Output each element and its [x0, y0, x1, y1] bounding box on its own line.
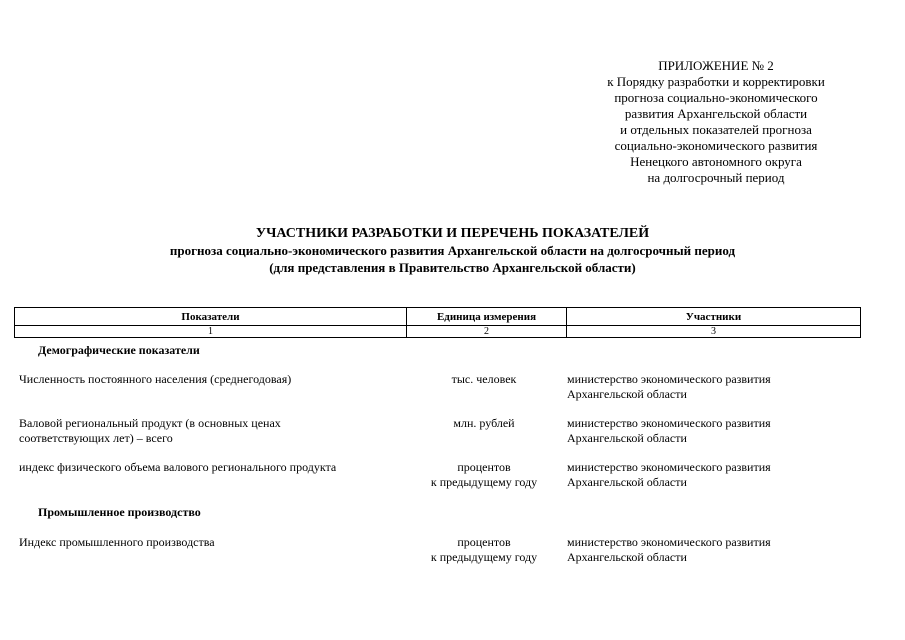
- section-title-industry: Промышленное производство: [38, 505, 201, 519]
- unit-cell: [404, 535, 564, 565]
- indicator-text: Валовой региональный продукт (в основных ценах: [19, 416, 281, 430]
- unit-text: к предыдущему году: [430, 550, 538, 564]
- unit-text: тыс. человек: [451, 372, 517, 386]
- header-unit: Единица измерения: [407, 308, 567, 326]
- participants-cell: [567, 535, 877, 565]
- appendix-line: Ненецкого автономного округа: [630, 154, 802, 169]
- participants-text: Архангельской области: [567, 475, 687, 489]
- indicator-text: Индекс промышленного производства: [19, 535, 215, 549]
- unit-text: процентов: [457, 460, 511, 474]
- unit-cell: [404, 372, 564, 387]
- indicator-cell: [19, 535, 414, 550]
- column-number: 3: [567, 326, 861, 338]
- participants-text: Архангельской области: [567, 431, 687, 445]
- indicator-text: индекс физического объема валового регионального продукта: [19, 460, 337, 474]
- unit-text: млн. рублей: [453, 416, 515, 430]
- title-subtitle: прогноза социально-экономического развития Архангельской области на долгосрочный период: [169, 243, 736, 258]
- indicator-text: Численность постоянного населения (среднегодовая): [19, 372, 292, 386]
- indicators-table-header: [14, 307, 861, 338]
- unit-text: к предыдущему году: [430, 475, 538, 489]
- appendix-line: к Порядку разработки и корректировки: [607, 74, 825, 89]
- column-number: 2: [407, 326, 567, 338]
- indicator-text: соответствующих лет) – всего: [19, 431, 173, 445]
- indicator-cell: [19, 372, 414, 387]
- unit-text: процентов: [457, 535, 511, 549]
- participants-text: министерство экономического развития: [567, 460, 771, 474]
- appendix-line: прогноза социально-экономического: [614, 90, 818, 105]
- header-row: [15, 308, 861, 326]
- participants-text: министерство экономического развития: [567, 535, 771, 549]
- indicator-cell: [19, 416, 414, 446]
- unit-cell: [404, 416, 564, 431]
- participants-text: Архангельской области: [567, 550, 687, 564]
- header-participants: Участники: [567, 308, 861, 326]
- appendix-line: развития Архангельской области: [624, 106, 808, 121]
- section-title-demographics: Демографические показатели: [38, 343, 200, 357]
- column-number: 1: [15, 326, 407, 338]
- appendix-line: социально-экономического развития: [614, 138, 818, 153]
- participants-text: министерство экономического развития: [567, 416, 771, 430]
- column-number-row: [15, 326, 861, 338]
- participants-cell: [567, 460, 877, 490]
- appendix-line: ПРИЛОЖЕНИЕ № 2: [658, 58, 774, 73]
- unit-cell: [404, 460, 564, 490]
- document-title: [0, 225, 905, 276]
- participants-text: Архангельской области: [567, 387, 687, 401]
- appendix-line: на долгосрочный период: [647, 170, 785, 185]
- title-subtitle-note: (для представления в Правительство Архангельской области): [269, 260, 636, 275]
- appendix-line: и отдельных показателей прогноза: [620, 122, 812, 137]
- participants-cell: [567, 416, 877, 446]
- participants-cell: [567, 372, 877, 402]
- indicator-cell: [19, 460, 414, 475]
- title-main: УЧАСТНИКИ РАЗРАБОТКИ И ПЕРЕЧЕНЬ ПОКАЗАТЕЛЕЙ: [255, 226, 650, 241]
- header-indicators: Показатели: [15, 308, 407, 326]
- appendix-block: [540, 58, 892, 186]
- participants-text: министерство экономического развития: [567, 372, 771, 386]
